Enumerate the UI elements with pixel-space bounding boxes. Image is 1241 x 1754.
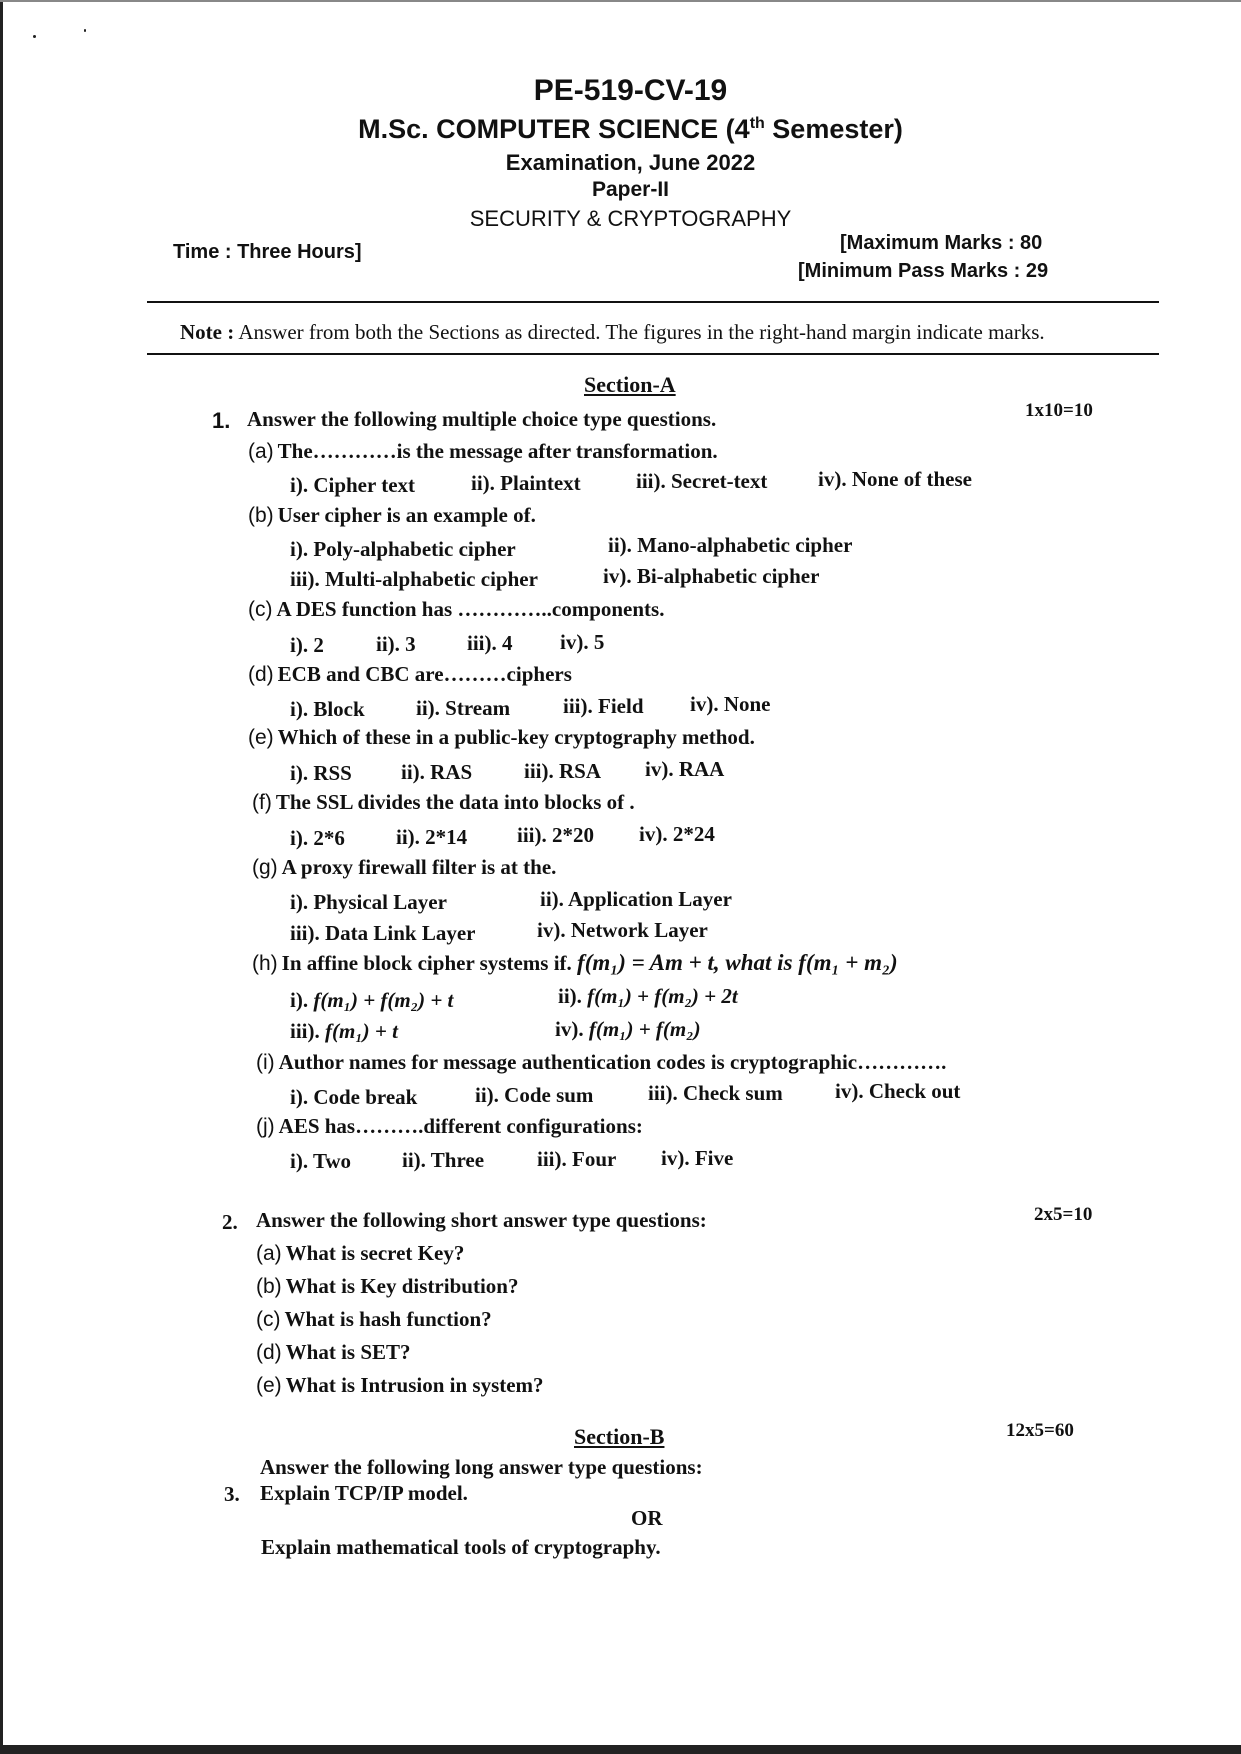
q1j: (j) AES has……….different configurations: [256,1114,643,1138]
paper-code: PE-519-CV-19 [533,74,728,107]
scan-edge-left [0,0,3,1754]
q1i: (i) Author names for message authentication codes is cryptographic…………. [256,1050,947,1074]
q1d-option: iii). Field [563,694,644,718]
q2-item: (b) What is Key distribution? [256,1274,519,1298]
q1i-option: ii). Code sum [475,1083,594,1107]
q1-marks: 1x10=10 [1025,400,1093,421]
q2-item: (a) What is secret Key? [256,1241,465,1265]
q1b-option: ii). Mano-alphabetic cipher [608,533,853,557]
q1j-option: ii). Three [402,1148,485,1172]
q3-alt-text: Explain mathematical tools of cryptography. [261,1535,661,1559]
section-a-title: Section-A [584,372,676,397]
q1i-option: i). Code break [290,1085,418,1109]
subject-title: SECURITY & CRYPTOGRAPHY [469,206,792,231]
q1h-option: ii). f(m₁) + f(m₂) + 2t [558,984,738,1008]
q1i-option: iv). Check out [835,1079,961,1103]
q1h-formula: f(m₁) = Am + t, what is f(m₁ + m₂) [577,950,898,975]
q1a: (a) The…………is the message after transformation. [248,439,718,463]
q1e: (e) Which of these in a public-key cryptography method. [248,725,755,749]
minimum-pass-marks: [Minimum Pass Marks : 29 [798,260,1049,282]
q1-number: 1. [212,408,231,433]
q1-text: Answer the following multiple choice type questions. [247,407,717,431]
course-title: M.Sc. COMPUTER SCIENCE (4th Semester) [358,114,903,144]
q1h-option: i). f(m₁) + f(m₂) + t [290,988,454,1012]
q1j-option: iv). Five [661,1146,734,1170]
time-allowed: Time : Three Hours] [173,241,362,263]
q1g-option: iv). Network Layer [537,918,708,942]
q1c-option: iv). 5 [560,630,605,654]
q1g-option: iii). Data Link Layer [290,921,476,945]
q1h-option: iii). f(m₁) + t [290,1019,398,1043]
q1i-option: iii). Check sum [648,1081,783,1105]
q1a-option: ii). Plaintext [471,471,581,495]
q1c: (c) A DES function has …………..components. [248,597,665,621]
q1f-option: i). 2*6 [290,826,345,850]
paper-number: Paper-II [591,178,670,201]
exam-session: Examination, June 2022 [505,150,756,175]
scan-dot [84,29,86,32]
section-b-instruction: Answer the following long answer type questions: [260,1455,703,1479]
q1f-option: iii). 2*20 [517,823,594,847]
q1b-option: iv). Bi-alphabetic cipher [603,564,820,588]
q1b-option: i). Poly-alphabetic cipher [290,537,516,561]
scan-edge-bottom [0,1745,1241,1754]
q2-marks: 2x5=10 [1034,1204,1093,1225]
q1h: (h) In affine block cipher systems if. f(m₁) = Am + t, what is f(m₁ + m₂) [252,950,898,975]
q1f-option: ii). 2*14 [396,825,468,849]
q1g-option: i). Physical Layer [290,890,447,914]
section-b-title: Section-B [574,1424,665,1449]
q2-item: (d) What is SET? [256,1340,411,1364]
q1c-option: i). 2 [290,633,324,657]
q1b: (b) User cipher is an example of. [248,503,536,527]
q1f: (f) The SSL divides the data into blocks of . [252,790,635,814]
q1g-option: ii). Application Layer [540,887,732,911]
q1e-option: ii). RAS [401,760,473,784]
divider-bottom [147,353,1159,355]
q3-or: OR [631,1506,663,1530]
q2-text: Answer the following short answer type questions: [256,1208,707,1232]
q1a-option: i). Cipher text [290,473,416,497]
q2-item: (c) What is hash function? [256,1307,492,1331]
maximum-marks: [Maximum Marks : 80 [840,232,1043,254]
q3-text: Explain TCP/IP model. [260,1481,468,1505]
q1d-option: ii). Stream [416,696,511,720]
q1g: (g) A proxy firewall filter is at the. [252,855,557,879]
q1c-option: iii). 4 [467,631,513,655]
q3-number: 3. [224,1482,240,1506]
q1e-option: i). RSS [290,761,352,785]
section-b-marks: 12x5=60 [1006,1420,1074,1441]
q1e-option: iii). RSA [524,759,602,783]
note: Note : Answer from both the Sections as directed. The figures in the right-hand margin indicate marks. [180,320,1045,344]
q1j-option: i). Two [290,1149,352,1173]
q1a-option: iv). None of these [818,467,972,491]
scan-edge-top [0,0,1241,2]
q1b-option: iii). Multi-alphabetic cipher [290,567,538,591]
divider-top [147,301,1159,303]
q1c-option: ii). 3 [376,632,416,656]
q1e-option: iv). RAA [645,757,725,781]
q1d-option: iv). None [690,692,771,716]
q1d-option: i). Block [290,697,365,721]
scan-dot [33,35,36,38]
q1h-option: iv). f(m₁) + f(m₂) [555,1017,701,1041]
q2-number: 2. [222,1210,238,1234]
q1a-option: iii). Secret-text [636,469,768,493]
q1f-option: iv). 2*24 [639,822,715,846]
q1d: (d) ECB and CBC are………ciphers [248,662,572,686]
q2-item: (e) What is Intrusion in system? [256,1373,544,1397]
q1j-option: iii). Four [537,1147,617,1171]
